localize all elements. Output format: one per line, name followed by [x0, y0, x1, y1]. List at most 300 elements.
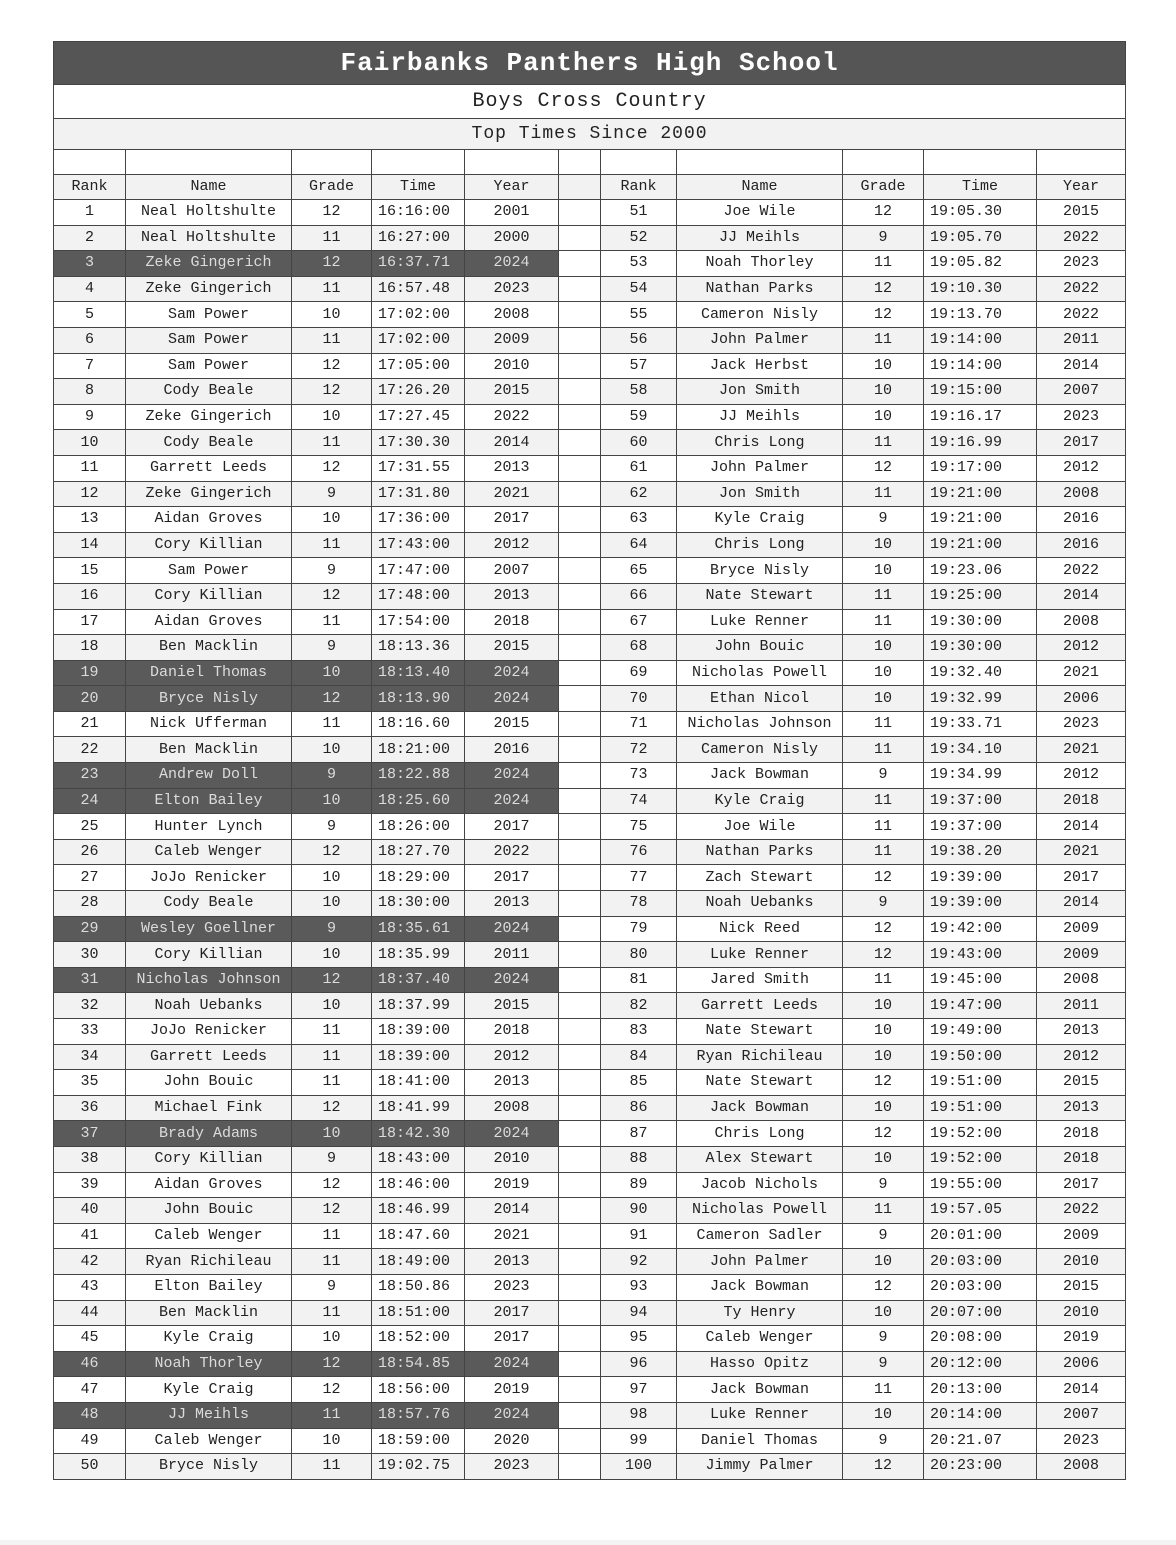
cell-name: John Bouic	[126, 1198, 292, 1224]
cell-name: Bryce Nisly	[126, 686, 292, 712]
column-gap	[559, 200, 601, 226]
cell-grade: 9	[292, 481, 372, 507]
cell-year: 2017	[465, 507, 559, 533]
cell-rank: 32	[54, 993, 126, 1019]
column-gap	[559, 1300, 601, 1326]
cell-name: JJ Meihls	[677, 404, 843, 430]
cell-name: Chris Long	[677, 1121, 843, 1147]
cell-rank: 22	[54, 737, 126, 763]
cell-year: 2022	[1037, 302, 1126, 328]
column-gap	[559, 1172, 601, 1198]
cell-name: Elton Bailey	[126, 1274, 292, 1300]
cell-name: Zeke Gingerich	[126, 404, 292, 430]
records-table	[53, 41, 1126, 1480]
cell-name: JoJo Renicker	[126, 1019, 292, 1045]
cell-grade: 10	[292, 507, 372, 533]
cell-name: Kyle Craig	[677, 507, 843, 533]
cell-rank: 98	[601, 1402, 677, 1428]
cell-name: Nick Ufferman	[126, 711, 292, 737]
cell-year: 2023	[465, 276, 559, 302]
cell-rank: 69	[601, 660, 677, 686]
cell-name: Caleb Wenger	[677, 1326, 843, 1352]
cell-year: 2014	[465, 430, 559, 456]
cell-rank: 88	[601, 1146, 677, 1172]
table-row	[54, 1402, 1126, 1428]
cell-time: 20:03:00	[924, 1274, 1037, 1300]
cell-name: Bryce Nisly	[126, 1454, 292, 1480]
cell-name: Nathan Parks	[677, 276, 843, 302]
cell-name: Ben Macklin	[126, 635, 292, 661]
cell-name: Garrett Leeds	[126, 1044, 292, 1070]
column-gap	[559, 660, 601, 686]
column-gap	[559, 430, 601, 456]
cell-grade: 12	[843, 865, 924, 891]
cell-grade: 10	[843, 404, 924, 430]
cell-grade: 12	[292, 200, 372, 226]
cell-time: 17:30.30	[372, 430, 465, 456]
cell-grade: 10	[843, 635, 924, 661]
cell-name: Aidan Groves	[126, 1172, 292, 1198]
cell-grade: 11	[843, 430, 924, 456]
column-gap	[559, 1121, 601, 1147]
cell-name: John Palmer	[677, 455, 843, 481]
cell-time: 18:35.99	[372, 942, 465, 968]
cell-name: Zeke Gingerich	[126, 481, 292, 507]
cell-name: Kyle Craig	[126, 1326, 292, 1352]
cell-time: 19:49:00	[924, 1019, 1037, 1045]
cell-time: 18:37.99	[372, 993, 465, 1019]
table-row	[54, 788, 1126, 814]
cell-grade: 11	[292, 225, 372, 251]
cell-year: 2022	[1037, 276, 1126, 302]
cell-time: 19:33.71	[924, 711, 1037, 737]
cell-grade: 12	[843, 455, 924, 481]
cell-grade: 12	[292, 1095, 372, 1121]
cell-year: 2023	[1037, 404, 1126, 430]
column-gap	[559, 1454, 601, 1480]
cell-time: 20:07:00	[924, 1300, 1037, 1326]
column-gap	[559, 839, 601, 865]
cell-time: 17:02:00	[372, 302, 465, 328]
cell-year: 2019	[465, 1377, 559, 1403]
table-row	[54, 200, 1126, 226]
cell-year: 2010	[1037, 1249, 1126, 1275]
cell-name: Jack Bowman	[677, 1095, 843, 1121]
cell-name: Kyle Craig	[126, 1377, 292, 1403]
column-gap	[559, 404, 601, 430]
cell-year: 2021	[1037, 737, 1126, 763]
header-year-left: Year	[465, 175, 559, 200]
cell-rank: 40	[54, 1198, 126, 1224]
cell-time: 19:15:00	[924, 379, 1037, 405]
cell-time: 18:56:00	[372, 1377, 465, 1403]
cell-year: 2017	[1037, 865, 1126, 891]
table-row	[54, 711, 1126, 737]
cell-rank: 42	[54, 1249, 126, 1275]
cell-rank: 78	[601, 891, 677, 917]
cell-rank: 52	[601, 225, 677, 251]
cell-year: 2008	[1037, 481, 1126, 507]
cell-name: Jack Bowman	[677, 1274, 843, 1300]
cell-time: 18:39:00	[372, 1019, 465, 1045]
cell-year: 2015	[1037, 200, 1126, 226]
cell-rank: 26	[54, 839, 126, 865]
cell-grade: 11	[843, 609, 924, 635]
cell-grade: 10	[843, 1146, 924, 1172]
cell-time: 18:51:00	[372, 1300, 465, 1326]
cell-time: 19:21:00	[924, 532, 1037, 558]
cell-grade: 9	[292, 763, 372, 789]
cell-grade: 11	[843, 583, 924, 609]
cell-name: Cody Beale	[126, 430, 292, 456]
cell-name: Zach Stewart	[677, 865, 843, 891]
cell-grade: 9	[843, 1351, 924, 1377]
cell-name: Alex Stewart	[677, 1146, 843, 1172]
cell-name: Cory Killian	[126, 532, 292, 558]
cell-name: Sam Power	[126, 302, 292, 328]
cell-grade: 12	[292, 686, 372, 712]
cell-time: 18:22.88	[372, 763, 465, 789]
column-gap	[559, 1070, 601, 1096]
column-gap	[559, 481, 601, 507]
cell-time: 19:14:00	[924, 353, 1037, 379]
cell-grade: 9	[292, 558, 372, 584]
cell-time: 19:30:00	[924, 635, 1037, 661]
table-row	[54, 455, 1126, 481]
cell-year: 2007	[465, 558, 559, 584]
cell-grade: 12	[292, 455, 372, 481]
cell-name: Sam Power	[126, 327, 292, 353]
cell-time: 20:01:00	[924, 1223, 1037, 1249]
cell-grade: 11	[292, 1300, 372, 1326]
cell-rank: 65	[601, 558, 677, 584]
column-gap	[559, 942, 601, 968]
cell-time: 19:52:00	[924, 1121, 1037, 1147]
table-row	[54, 353, 1126, 379]
cell-rank: 16	[54, 583, 126, 609]
table-row	[54, 507, 1126, 533]
cell-name: Cameron Sadler	[677, 1223, 843, 1249]
cell-time: 19:51:00	[924, 1070, 1037, 1096]
cell-grade: 11	[292, 1249, 372, 1275]
cell-grade: 11	[843, 251, 924, 277]
cell-rank: 83	[601, 1019, 677, 1045]
cell-rank: 13	[54, 507, 126, 533]
column-gap	[559, 916, 601, 942]
cell-year: 2015	[1037, 1274, 1126, 1300]
cell-time: 18:59:00	[372, 1428, 465, 1454]
cell-rank: 63	[601, 507, 677, 533]
column-gap	[559, 455, 601, 481]
table-row	[54, 481, 1126, 507]
column-gap	[559, 1044, 601, 1070]
cell-rank: 74	[601, 788, 677, 814]
cell-name: Chris Long	[677, 430, 843, 456]
cell-rank: 44	[54, 1300, 126, 1326]
cell-grade: 9	[843, 507, 924, 533]
cell-rank: 57	[601, 353, 677, 379]
cell-year: 2017	[465, 814, 559, 840]
cell-year: 2024	[465, 251, 559, 277]
cell-time: 16:57.48	[372, 276, 465, 302]
cell-grade: 12	[292, 379, 372, 405]
cell-grade: 10	[843, 558, 924, 584]
column-gap	[559, 609, 601, 635]
table-row	[54, 660, 1126, 686]
table-row	[54, 1274, 1126, 1300]
cell-grade: 10	[292, 865, 372, 891]
cell-grade: 12	[843, 1070, 924, 1096]
cell-name: Andrew Doll	[126, 763, 292, 789]
cell-year: 2013	[465, 891, 559, 917]
cell-name: Kyle Craig	[677, 788, 843, 814]
cell-name: Elton Bailey	[126, 788, 292, 814]
cell-name: JJ Meihls	[126, 1402, 292, 1428]
column-gap	[559, 583, 601, 609]
column-gap	[559, 225, 601, 251]
table-row	[54, 404, 1126, 430]
cell-year: 2018	[1037, 1121, 1126, 1147]
cell-year: 2022	[465, 839, 559, 865]
cell-rank: 31	[54, 967, 126, 993]
cell-grade: 10	[292, 737, 372, 763]
cell-time: 18:57.76	[372, 1402, 465, 1428]
cell-grade: 11	[843, 967, 924, 993]
cell-rank: 61	[601, 455, 677, 481]
cell-time: 19:30:00	[924, 609, 1037, 635]
table-row	[54, 225, 1126, 251]
cell-time: 19:50:00	[924, 1044, 1037, 1070]
cell-grade: 10	[843, 1402, 924, 1428]
cell-grade: 12	[292, 1172, 372, 1198]
cell-year: 2014	[1037, 814, 1126, 840]
cell-name: Jimmy Palmer	[677, 1454, 843, 1480]
cell-year: 2012	[1037, 455, 1126, 481]
cell-grade: 10	[292, 404, 372, 430]
cell-year: 2018	[465, 609, 559, 635]
cell-year: 2006	[1037, 1351, 1126, 1377]
cell-name: Nicholas Powell	[677, 660, 843, 686]
cell-year: 2021	[1037, 839, 1126, 865]
blank-row	[54, 150, 1126, 175]
cell-grade: 11	[292, 1019, 372, 1045]
cell-time: 17:43:00	[372, 532, 465, 558]
table-row	[54, 583, 1126, 609]
table-row	[54, 379, 1126, 405]
column-header-row	[54, 175, 1126, 200]
cell-rank: 4	[54, 276, 126, 302]
cell-rank: 97	[601, 1377, 677, 1403]
table-row	[54, 430, 1126, 456]
cell-grade: 11	[292, 1223, 372, 1249]
column-gap	[559, 1198, 601, 1224]
cell-time: 18:52:00	[372, 1326, 465, 1352]
cell-year: 2019	[1037, 1326, 1126, 1352]
cell-time: 18:47.60	[372, 1223, 465, 1249]
cell-year: 2012	[465, 532, 559, 558]
cell-year: 2021	[465, 481, 559, 507]
cell-name: Wesley Goellner	[126, 916, 292, 942]
cell-time: 19:25:00	[924, 583, 1037, 609]
cell-rank: 67	[601, 609, 677, 635]
cell-rank: 91	[601, 1223, 677, 1249]
cell-rank: 51	[601, 200, 677, 226]
cell-name: Cory Killian	[126, 583, 292, 609]
cell-rank: 55	[601, 302, 677, 328]
cell-name: Joe Wile	[677, 200, 843, 226]
cell-year: 2024	[465, 1402, 559, 1428]
table-row	[54, 1351, 1126, 1377]
cell-rank: 48	[54, 1402, 126, 1428]
cell-grade: 11	[292, 430, 372, 456]
cell-grade: 12	[843, 276, 924, 302]
cell-time: 18:29:00	[372, 865, 465, 891]
cell-name: Zeke Gingerich	[126, 276, 292, 302]
cell-grade: 12	[843, 1121, 924, 1147]
column-gap	[559, 635, 601, 661]
cell-rank: 18	[54, 635, 126, 661]
cell-name: Garrett Leeds	[677, 993, 843, 1019]
table-row	[54, 1326, 1126, 1352]
cell-grade: 11	[292, 1454, 372, 1480]
cell-grade: 11	[292, 1044, 372, 1070]
cell-year: 2011	[1037, 327, 1126, 353]
cell-time: 17:54:00	[372, 609, 465, 635]
cell-time: 19:14:00	[924, 327, 1037, 353]
cell-grade: 11	[843, 839, 924, 865]
column-gap	[559, 353, 601, 379]
cell-rank: 27	[54, 865, 126, 891]
cell-rank: 43	[54, 1274, 126, 1300]
cell-rank: 95	[601, 1326, 677, 1352]
cell-grade: 11	[292, 532, 372, 558]
cell-time: 19:39:00	[924, 865, 1037, 891]
cell-name: Zeke Gingerich	[126, 251, 292, 277]
cell-time: 19:16.99	[924, 430, 1037, 456]
cell-rank: 49	[54, 1428, 126, 1454]
cell-time: 19:17:00	[924, 455, 1037, 481]
cell-name: Jon Smith	[677, 379, 843, 405]
cell-name: Ryan Richileau	[126, 1249, 292, 1275]
cell-grade: 9	[843, 1172, 924, 1198]
cell-name: Nicholas Johnson	[677, 711, 843, 737]
cell-name: Cory Killian	[126, 942, 292, 968]
cell-rank: 14	[54, 532, 126, 558]
column-gap	[559, 532, 601, 558]
header-grade-left: Grade	[292, 175, 372, 200]
cell-rank: 93	[601, 1274, 677, 1300]
cell-name: Noah Thorley	[677, 251, 843, 277]
column-gap	[559, 1402, 601, 1428]
cell-time: 17:05:00	[372, 353, 465, 379]
cell-time: 20:12:00	[924, 1351, 1037, 1377]
cell-rank: 20	[54, 686, 126, 712]
cell-time: 19:05.82	[924, 251, 1037, 277]
cell-year: 2018	[1037, 788, 1126, 814]
cell-rank: 41	[54, 1223, 126, 1249]
cell-name: Sam Power	[126, 353, 292, 379]
column-gap	[559, 865, 601, 891]
cell-year: 2009	[1037, 1223, 1126, 1249]
cell-year: 2009	[1037, 942, 1126, 968]
cell-grade: 10	[843, 1300, 924, 1326]
table-row	[54, 1454, 1126, 1480]
cell-time: 17:02:00	[372, 327, 465, 353]
cell-time: 18:16.60	[372, 711, 465, 737]
cell-year: 2000	[465, 225, 559, 251]
cell-name: Caleb Wenger	[126, 839, 292, 865]
cell-year: 2015	[1037, 1070, 1126, 1096]
cell-grade: 11	[843, 481, 924, 507]
cell-year: 2009	[465, 327, 559, 353]
table-row	[54, 865, 1126, 891]
column-gap	[559, 251, 601, 277]
cell-year: 2013	[465, 455, 559, 481]
table-row	[54, 737, 1126, 763]
cell-name: Daniel Thomas	[677, 1428, 843, 1454]
cell-name: Jared Smith	[677, 967, 843, 993]
cell-time: 18:21:00	[372, 737, 465, 763]
cell-rank: 30	[54, 942, 126, 968]
column-gap	[559, 737, 601, 763]
column-gap	[559, 993, 601, 1019]
table-row	[54, 916, 1126, 942]
cell-grade: 11	[843, 788, 924, 814]
cell-name: Jacob Nichols	[677, 1172, 843, 1198]
column-gap	[559, 1428, 601, 1454]
cell-year: 2015	[465, 711, 559, 737]
column-gap	[559, 763, 601, 789]
cell-time: 19:57.05	[924, 1198, 1037, 1224]
cell-grade: 11	[843, 1198, 924, 1224]
cell-year: 2010	[1037, 1300, 1126, 1326]
cell-rank: 58	[601, 379, 677, 405]
cell-time: 19:21:00	[924, 481, 1037, 507]
cell-name: Cory Killian	[126, 1146, 292, 1172]
cell-rank: 8	[54, 379, 126, 405]
cell-name: Caleb Wenger	[126, 1428, 292, 1454]
header-time-left: Time	[372, 175, 465, 200]
cell-rank: 50	[54, 1454, 126, 1480]
cell-rank: 79	[601, 916, 677, 942]
cell-rank: 24	[54, 788, 126, 814]
cell-grade: 9	[292, 916, 372, 942]
cell-rank: 92	[601, 1249, 677, 1275]
cell-year: 2020	[465, 1428, 559, 1454]
cell-year: 2024	[465, 1121, 559, 1147]
cell-year: 2024	[465, 763, 559, 789]
cell-time: 20:08:00	[924, 1326, 1037, 1352]
table-row	[54, 891, 1126, 917]
cell-time: 19:10.30	[924, 276, 1037, 302]
cell-time: 17:27.45	[372, 404, 465, 430]
cell-grade: 12	[292, 353, 372, 379]
cell-rank: 87	[601, 1121, 677, 1147]
table-row	[54, 1377, 1126, 1403]
cell-name: Luke Renner	[677, 942, 843, 968]
cell-rank: 37	[54, 1121, 126, 1147]
cell-time: 19:52:00	[924, 1146, 1037, 1172]
cell-time: 19:51:00	[924, 1095, 1037, 1121]
cell-grade: 11	[292, 1070, 372, 1096]
cell-rank: 1	[54, 200, 126, 226]
table-row	[54, 993, 1126, 1019]
cell-grade: 10	[292, 788, 372, 814]
cell-rank: 54	[601, 276, 677, 302]
cell-rank: 66	[601, 583, 677, 609]
cell-grade: 10	[292, 1121, 372, 1147]
cell-rank: 11	[54, 455, 126, 481]
